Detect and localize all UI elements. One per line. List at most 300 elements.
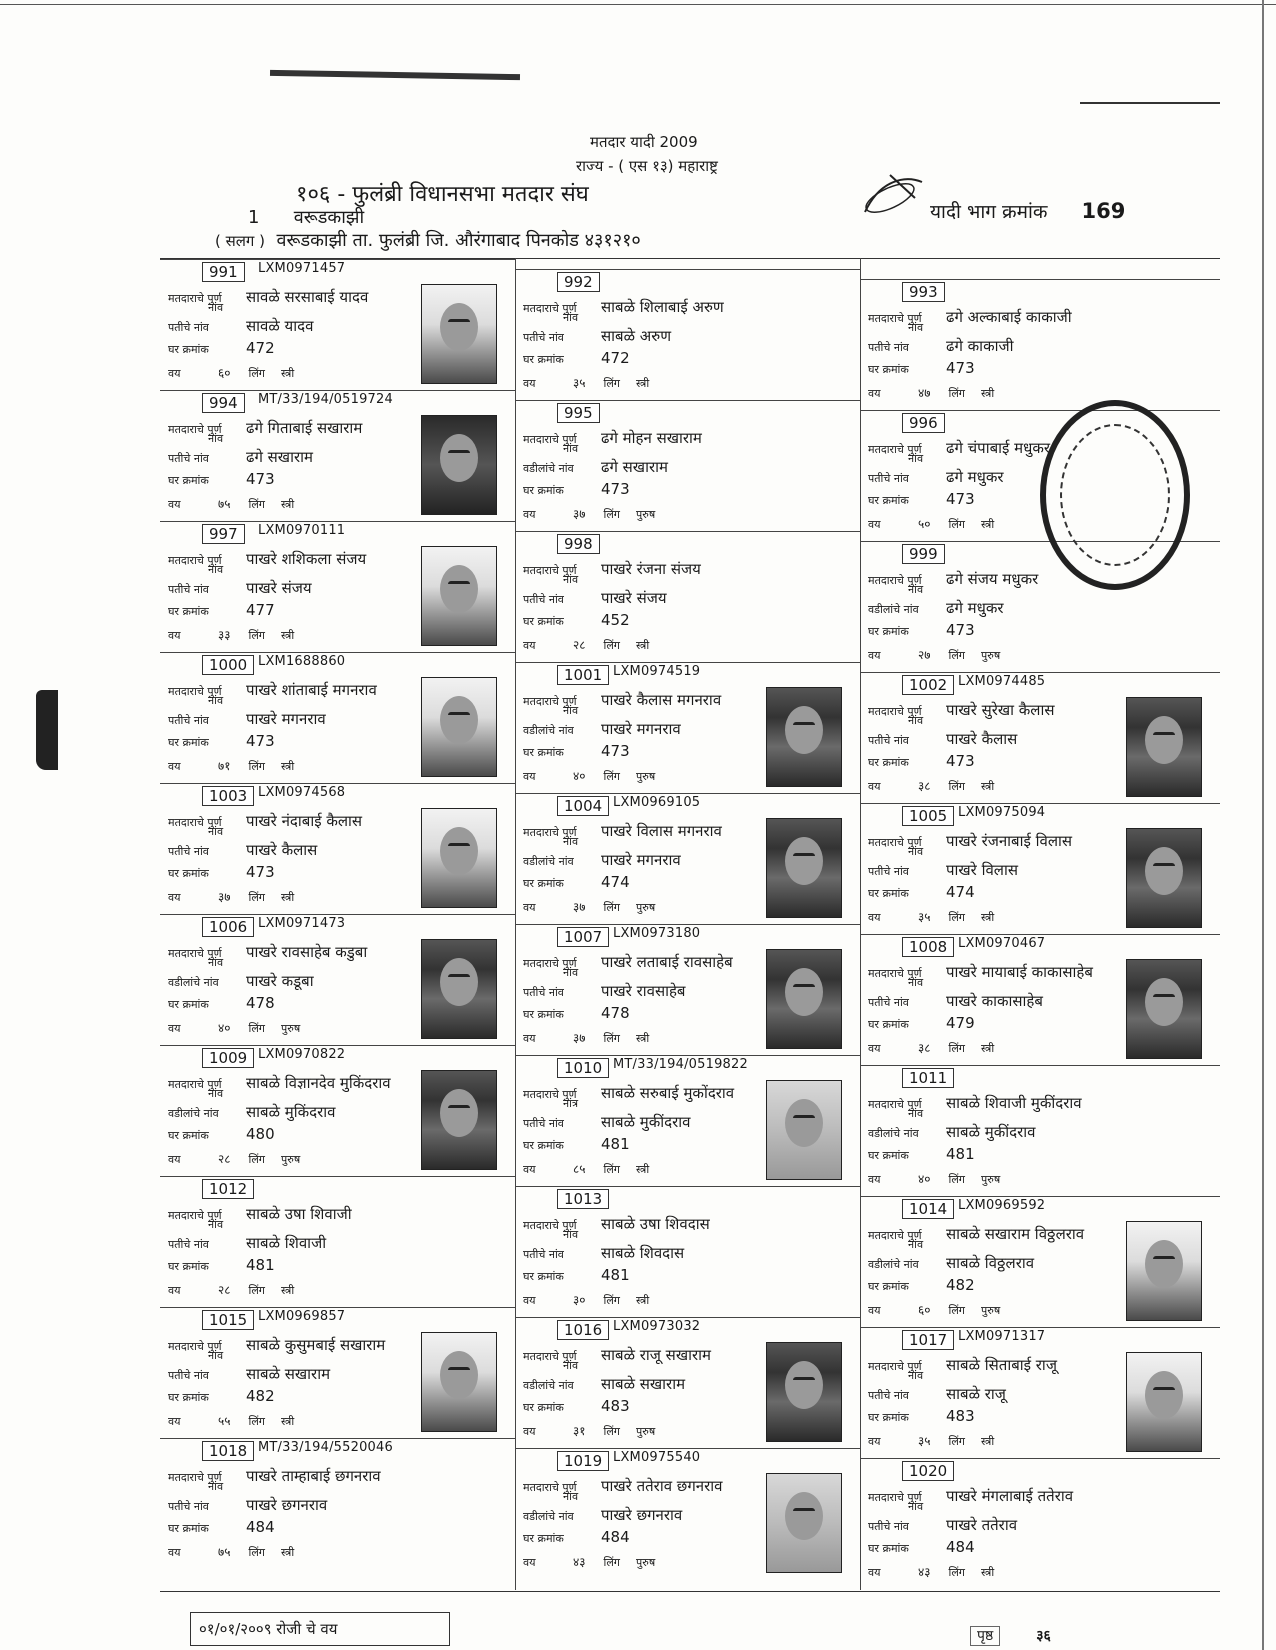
house-row	[523, 480, 630, 498]
voter-name-row	[168, 549, 366, 569]
section-tag: ( सलग )	[215, 232, 265, 250]
house-number: 473	[946, 359, 975, 377]
voter-name: पाखरे रंजनाबाई विलास	[946, 832, 1073, 850]
age-value: ६०	[918, 1303, 931, 1317]
voter-name: साबळे विज्ञानदेव मुकिंदराव	[246, 1074, 391, 1092]
face-shape	[785, 1492, 823, 1540]
age-value: ४७	[918, 386, 931, 400]
relation-row	[168, 1102, 335, 1122]
voter-card	[160, 390, 515, 521]
voter-name-row	[868, 569, 1038, 589]
house-row	[168, 470, 275, 488]
age-value: ४०	[218, 1021, 231, 1035]
voter-name: साबळे सखाराम विठ्ठलराव	[946, 1225, 1085, 1243]
voter-name: पाखरे नंदाबाई कैलास	[246, 812, 363, 830]
gender-value: स्त्री	[636, 1032, 650, 1045]
relation-name: साबळे सखाराम	[601, 1375, 686, 1393]
scan-smudge	[36, 690, 58, 770]
age-value: ३७	[573, 900, 586, 914]
house-label: घर क्रमांक	[523, 353, 564, 366]
house-row	[523, 1397, 630, 1415]
house-label: घर क्रमांक	[523, 1532, 564, 1545]
gender-label: लिंग	[948, 387, 965, 400]
age-label: वय	[168, 1415, 181, 1428]
voter-name-label-2: नांव	[908, 1500, 924, 1513]
gender-label: लिंग	[248, 629, 265, 642]
gender-value: स्त्री	[981, 911, 995, 924]
face-shape	[440, 1351, 478, 1399]
house-number: 484	[601, 1528, 630, 1546]
voter-name-row	[168, 680, 377, 700]
serial-number: 997	[202, 524, 245, 544]
relation-label: पतीचे नांव	[168, 1369, 209, 1382]
part-label: यादी भाग क्रमांक	[930, 201, 1048, 223]
relation-name: साबळे शिवाजी	[246, 1234, 327, 1252]
voter-name: साबळे सिताबाई राजू	[946, 1356, 1057, 1374]
gender-value: स्त्री	[636, 1294, 650, 1307]
age-value: ३५	[918, 910, 931, 924]
epic-number: LXM0970111	[258, 523, 346, 538]
serial-number: 999	[902, 544, 945, 564]
serial-number: 1014	[902, 1199, 954, 1219]
age-label: वय	[168, 629, 181, 642]
house-label: घर क्रमांक	[168, 474, 209, 487]
age-value: २७	[918, 648, 931, 662]
age-value: ३७	[573, 507, 586, 521]
gender-value: स्त्री	[636, 639, 650, 652]
serial-number: 996	[902, 413, 945, 433]
relation-row	[168, 840, 317, 860]
voter-name-label-2: नांव	[208, 956, 224, 969]
house-row	[168, 863, 275, 881]
epic-number: LXM0971317	[958, 1329, 1046, 1344]
gender-value: पुरुष	[981, 649, 1001, 662]
relation-row	[868, 1384, 1006, 1404]
relation-row	[168, 316, 313, 336]
age-gender-row	[168, 757, 294, 774]
serial-number: 1011	[902, 1068, 954, 1088]
age-value: ७५	[218, 497, 231, 511]
voter-name: पाखरे शांताबाई मगनराव	[246, 681, 377, 699]
voter-name-row	[168, 1466, 381, 1486]
relation-label: पतीचे नांव	[868, 1389, 909, 1402]
gender-label: लिंग	[248, 498, 265, 511]
epic-number: LXM0973180	[613, 926, 701, 941]
scan-streak-2	[1080, 102, 1220, 104]
house-label: घर क्रमांक	[168, 1129, 209, 1142]
house-label: घर क्रमांक	[523, 1139, 564, 1152]
age-gender-row	[523, 1422, 655, 1439]
voter-name-label: मतदाराचे पुर्ण	[868, 1360, 922, 1373]
epic-number: LXM0975540	[613, 1450, 701, 1465]
age-label: वय	[868, 649, 881, 662]
serial-number: 1010	[557, 1058, 609, 1078]
relation-label: पतीचे नांव	[868, 1520, 909, 1533]
voter-card	[860, 1458, 1220, 1589]
relation-name: पाखरे छगनराव	[601, 1506, 683, 1524]
epic-number: MT/33/194/0519724	[258, 392, 393, 407]
relation-row	[523, 1112, 690, 1132]
house-label: घर क्रमांक	[168, 867, 209, 880]
voter-name: पाखरे कैलास मगनराव	[601, 691, 722, 709]
serial-number: 992	[557, 272, 600, 292]
house-number: 481	[601, 1266, 630, 1284]
voter-name-label-2: नांव	[208, 432, 224, 445]
voter-photo	[766, 949, 842, 1049]
voter-name-label: मतदाराचे पुर्ण	[168, 816, 222, 829]
serial-number: 1002	[902, 675, 954, 695]
voter-name-label: मतदाराचे पुर्ण	[523, 564, 577, 577]
voter-name: साबळे शिवाजी मुकींदराव	[946, 1094, 1082, 1112]
relation-row	[168, 709, 326, 729]
voter-photo	[766, 1080, 842, 1180]
gender-label: लिंग	[248, 891, 265, 904]
gender-label: लिंग	[603, 1294, 620, 1307]
house-label: घर क्रमांक	[523, 1401, 564, 1414]
relation-row	[168, 1233, 326, 1253]
voter-photo	[766, 818, 842, 918]
relation-label: पतीचे नांव	[868, 996, 909, 1009]
voter-card	[515, 1317, 860, 1448]
voter-photo	[1126, 828, 1202, 928]
relation-name: पाखरे मगनराव	[246, 710, 326, 728]
part-number: 169	[1081, 199, 1126, 223]
voter-name-row	[523, 428, 702, 448]
serial-number: 1017	[902, 1330, 954, 1350]
relation-row	[168, 1364, 330, 1384]
gender-label: लिंग	[603, 508, 620, 521]
relation-label: पतीचे नांव	[523, 1248, 564, 1261]
age-value: ७१	[218, 759, 231, 773]
relation-name: पाखरे कैलास	[246, 841, 318, 859]
house-label: घर क्रमांक	[168, 1522, 209, 1535]
voter-name-label: मतदाराचे पुर्ण	[523, 1481, 577, 1494]
relation-label: वडीलांचे नांव	[168, 976, 219, 989]
house-label: घर क्रमांक	[168, 998, 209, 1011]
house-row	[868, 1538, 975, 1556]
voter-name-row	[868, 962, 1093, 982]
voter-name-label-2: नांव	[208, 1349, 224, 1362]
age-label: वय	[168, 1546, 181, 1559]
gender-value: पुरुष	[981, 1304, 1001, 1317]
house-row	[168, 1125, 275, 1143]
relation-name: पाखरे ततेराव	[946, 1516, 1018, 1534]
voter-name-label: मतदाराचे पुर्ण	[523, 695, 577, 708]
house-number: 474	[601, 873, 630, 891]
epic-number: LXM0969857	[258, 1309, 346, 1324]
age-gender-row	[523, 505, 655, 522]
relation-name: साबळे राजू	[946, 1385, 1006, 1403]
voter-name-row	[168, 1204, 352, 1224]
age-label: वय	[523, 1163, 536, 1176]
voter-name-label: मतदाराचे पुर्ण	[868, 1491, 922, 1504]
house-row	[523, 1004, 630, 1022]
serial-number: 1008	[902, 937, 954, 957]
age-gender-row	[168, 495, 294, 512]
voter-name: पाखरे शशिकला संजय	[246, 550, 367, 568]
epic-number: LXM0969105	[613, 795, 701, 810]
house-label: घर क्रमांक	[168, 605, 209, 618]
voter-photo	[421, 808, 497, 908]
voter-name-label-2: नांव	[563, 966, 579, 979]
voter-name-label-2: नांव	[908, 714, 924, 727]
voter-name-label: मतदाराचे पुर्ण	[868, 836, 922, 849]
voter-name-label-2: नांव	[908, 583, 924, 596]
house-number: 478	[246, 994, 275, 1012]
age-label: वय	[523, 1032, 536, 1045]
relation-row	[523, 850, 681, 870]
gender-value: पुरुष	[281, 1153, 301, 1166]
voter-card	[860, 803, 1220, 934]
age-gender-row	[523, 898, 655, 915]
house-row	[523, 1528, 630, 1546]
house-label: घर क्रमांक	[168, 736, 209, 749]
house-number: 482	[946, 1276, 975, 1294]
age-value: ७५	[218, 1545, 231, 1559]
age-value: ३७	[573, 1031, 586, 1045]
voter-name-label: मतदाराचे पुर्ण	[168, 1471, 222, 1484]
gender-value: स्त्री	[281, 367, 295, 380]
epic-number: LXM0971457	[258, 261, 346, 276]
gender-value: स्त्री	[981, 1566, 995, 1579]
age-value: २८	[573, 638, 586, 652]
voter-name-label-2: नांव	[208, 1218, 224, 1231]
voter-name-row	[868, 438, 1050, 458]
age-label: वय	[168, 498, 181, 511]
serial-number: 1006	[202, 917, 254, 937]
gender-value: पुरुष	[981, 1173, 1001, 1186]
age-value: ३८	[918, 779, 931, 793]
voter-photo	[1126, 1221, 1202, 1321]
serial-number: 1016	[557, 1320, 609, 1340]
gender-label: लिंग	[948, 780, 965, 793]
voter-card	[860, 934, 1220, 1065]
voter-card	[515, 1055, 860, 1186]
house-row	[168, 339, 275, 357]
age-label: वय	[168, 1284, 181, 1297]
face-shape	[440, 696, 478, 744]
age-value: ३८	[918, 1041, 931, 1055]
face-shape	[440, 565, 478, 613]
age-date-note: ०१/०१/२००९ रोजी चे वय	[190, 1612, 450, 1646]
epic-number: LXM0974519	[613, 664, 701, 679]
voter-name-label-2: नांव	[908, 1107, 924, 1120]
section-line	[248, 205, 364, 229]
relation-row	[868, 1515, 1017, 1535]
epic-number: LXM1688860	[258, 654, 346, 669]
voter-card	[160, 1045, 515, 1176]
voter-photo	[421, 677, 497, 777]
voter-name-label: मतदाराचे पुर्ण	[868, 1229, 922, 1242]
voter-name-label: मतदाराचे पुर्ण	[523, 826, 577, 839]
relation-label: वडीलांचे नांव	[868, 1258, 919, 1271]
gender-value: स्त्री	[981, 780, 995, 793]
part-number-block	[930, 198, 1125, 224]
voter-card	[160, 1438, 515, 1569]
house-number: 452	[601, 611, 630, 629]
relation-name: ढगे सखाराम	[246, 448, 313, 466]
voter-name-label: मतदाराचे पुर्ण	[868, 443, 922, 456]
relation-label: पतीचे नांव	[168, 845, 209, 858]
voter-name-label-2: नांव	[563, 442, 579, 455]
voter-name: पाखरे रावसाहेब कडुबा	[246, 943, 368, 961]
age-label: वय	[523, 639, 536, 652]
house-label: घर क्रमांक	[523, 1008, 564, 1021]
voter-name: साबळे सरुबाई मुकोंदराव	[601, 1084, 735, 1102]
age-gender-row	[523, 1291, 649, 1308]
gender-value: स्त्री	[981, 1435, 995, 1448]
relation-label: वडीलांचे नांव	[523, 724, 574, 737]
house-number: 481	[946, 1145, 975, 1163]
face-shape	[785, 1099, 823, 1147]
voter-card	[515, 1448, 860, 1579]
relation-label: पतीचे नांव	[168, 714, 209, 727]
scan-edge-top	[0, 4, 1276, 5]
voter-name: ढगे मोहन सखाराम	[601, 429, 702, 447]
voter-name: साबळे उषा शिवाजी	[246, 1205, 352, 1223]
signature-mark	[860, 170, 930, 220]
relation-row	[523, 981, 686, 1001]
voter-name: सावळे सरसाबाई यादव	[246, 288, 369, 306]
house-row	[868, 752, 975, 770]
voter-name-row	[168, 1335, 385, 1355]
voter-name: पाखरे ताम्हाबाई छगनराव	[246, 1467, 381, 1485]
face-shape	[1145, 716, 1183, 764]
house-row	[868, 359, 975, 377]
face-shape	[440, 303, 478, 351]
house-row	[168, 1387, 275, 1405]
age-value: ५५	[218, 1414, 231, 1428]
relation-row	[523, 326, 671, 346]
gender-label: लिंग	[248, 1022, 265, 1035]
age-gender-row	[868, 908, 994, 925]
relation-label: पतीचे नांव	[523, 986, 564, 999]
voter-name-label: मतदाराचे पुर्ण	[168, 1340, 222, 1353]
age-value: ४०	[573, 769, 586, 783]
voter-name-row	[168, 418, 362, 438]
age-gender-row	[868, 1039, 994, 1056]
voter-name-label: मतदाराचे पुर्ण	[168, 554, 222, 567]
age-label: वय	[523, 770, 536, 783]
column-divider	[860, 258, 861, 1590]
serial-number: 1005	[902, 806, 954, 826]
gender-label: लिंग	[248, 1415, 265, 1428]
house-label: घर क्रमांक	[523, 877, 564, 890]
face-shape	[1145, 847, 1183, 895]
relation-row	[868, 1122, 1035, 1142]
house-label: घर क्रमांक	[868, 887, 909, 900]
voter-name: पाखरे मंगलाबाई ततेराव	[946, 1487, 1074, 1505]
section-name: वरूडकाझी	[293, 207, 365, 228]
voter-photo	[421, 939, 497, 1039]
relation-row	[868, 598, 1004, 618]
voter-name-label-2: नांव	[908, 976, 924, 989]
face-shape	[785, 706, 823, 754]
voter-name-row	[168, 942, 367, 962]
relation-row	[168, 578, 312, 598]
house-row	[168, 1256, 275, 1274]
voter-name-row	[868, 700, 1055, 720]
epic-number: LXM0974485	[958, 674, 1046, 689]
house-row	[168, 994, 275, 1012]
serial-number: 1019	[557, 1451, 609, 1471]
house-label: घर क्रमांक	[868, 1280, 909, 1293]
house-label: घर क्रमांक	[868, 1018, 909, 1031]
relation-name: साबळे मुकिंदराव	[246, 1103, 336, 1121]
voter-card	[160, 914, 515, 1045]
voter-name-row	[523, 821, 722, 841]
age-gender-row	[168, 364, 294, 381]
voter-card	[515, 400, 860, 531]
voter-name-label-2: नांव	[908, 1238, 924, 1251]
voter-name-label-2: नांव	[563, 1490, 579, 1503]
age-value: ३५	[573, 376, 586, 390]
house-label: घर क्रमांक	[523, 615, 564, 628]
relation-label: वडीलांचे नांव	[523, 462, 574, 475]
relation-name: पाखरे संजय	[246, 579, 312, 597]
age-label: वय	[868, 1304, 881, 1317]
voter-name: पाखरे सुरेखा कैलास	[946, 701, 1055, 719]
age-label: वय	[168, 1153, 181, 1166]
house-row	[523, 611, 630, 629]
house-number: 484	[246, 1518, 275, 1536]
relation-row	[523, 719, 681, 739]
face-shape	[1145, 1371, 1183, 1419]
voter-name: पाखरे मायाबाई काकासाहेब	[946, 963, 1093, 981]
relation-name: ढगे मधुकर	[946, 468, 1004, 486]
gender-label: लिंग	[248, 1284, 265, 1297]
gender-label: लिंग	[948, 1173, 965, 1186]
relation-name: पाखरे कैलास	[946, 730, 1018, 748]
voter-photo	[421, 546, 497, 646]
relation-name: पाखरे मगनराव	[601, 720, 681, 738]
house-number: 473	[946, 752, 975, 770]
house-row	[168, 1518, 275, 1536]
voter-name-row	[168, 1073, 391, 1093]
voter-card	[860, 1327, 1220, 1458]
voter-name-label: मतदाराचे पुर्ण	[523, 1350, 577, 1363]
epic-number: LXM0969592	[958, 1198, 1046, 1213]
voter-name-row	[523, 1083, 734, 1103]
gender-value: पुरुष	[636, 1425, 656, 1438]
gender-value: स्त्री	[281, 498, 295, 511]
relation-label: पतीचे नांव	[168, 321, 209, 334]
age-label: वय	[168, 367, 181, 380]
voter-photo	[1126, 959, 1202, 1059]
relation-label: वडीलांचे नांव	[868, 603, 919, 616]
gender-value: पुरुष	[281, 1022, 301, 1035]
relation-label: वडीलांचे नांव	[523, 1510, 574, 1523]
age-value: ४०	[918, 1172, 931, 1186]
house-row	[523, 873, 630, 891]
age-label: वय	[168, 891, 181, 904]
relation-row	[523, 588, 667, 608]
relation-row	[523, 1505, 682, 1525]
voter-name-row	[868, 307, 1072, 327]
epic-number: LXM0970822	[258, 1047, 346, 1062]
relation-name: पाखरे कडूबा	[246, 972, 314, 990]
age-label: वय	[523, 508, 536, 521]
serial-number: 1018	[202, 1441, 254, 1461]
age-gender-row	[168, 888, 294, 905]
age-label: वय	[868, 780, 881, 793]
voter-name-row	[523, 297, 724, 317]
house-label: घर क्रमांक	[868, 625, 909, 638]
relation-name: पाखरे रावसाहेब	[601, 982, 686, 1000]
voter-name-label: मतदाराचे पुर्ण	[168, 292, 222, 305]
scan-streak	[270, 70, 520, 80]
relation-label: पतीचे नांव	[523, 1117, 564, 1130]
